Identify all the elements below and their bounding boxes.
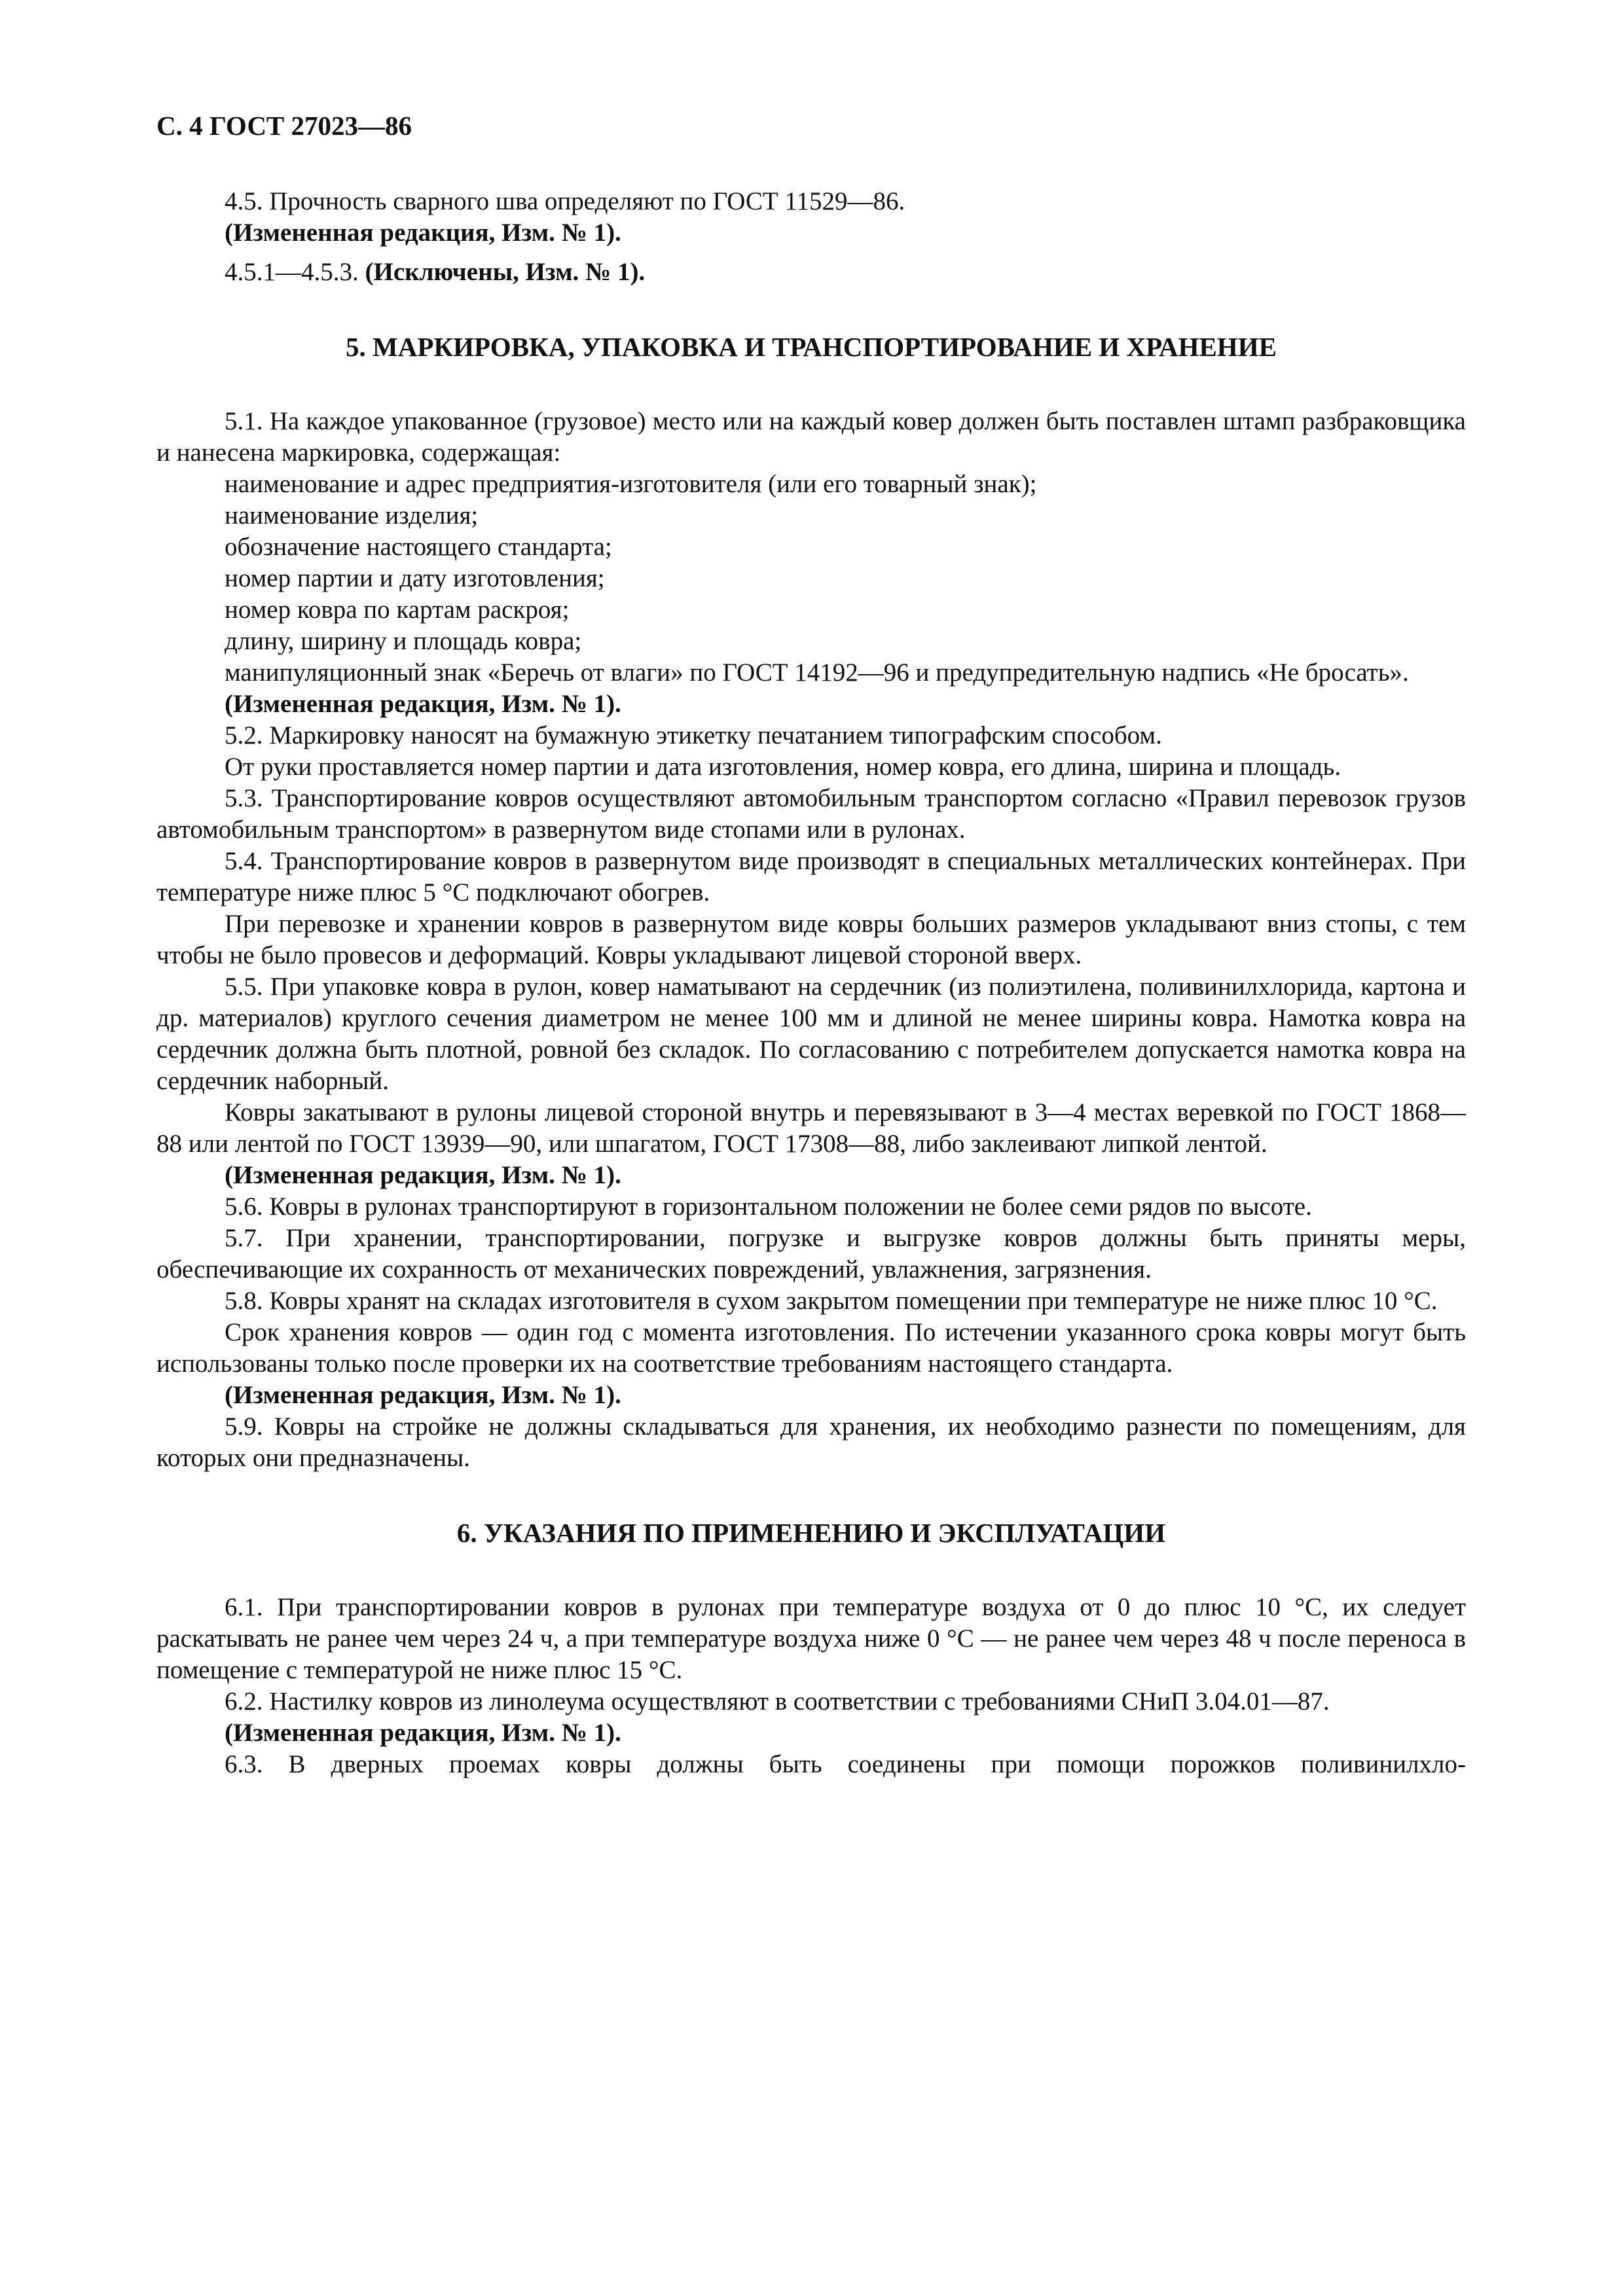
- clause-6-2: 6.2. Настилку ковров из линолеума осуществляют в соответствии с требованиями СНиП 3.04.01—87.: [225, 1687, 1330, 1715]
- amendment-note: (Измененная редакция, Изм. № 1).: [225, 219, 621, 247]
- section-6-title: 6. УКАЗАНИЯ ПО ПРИМЕНЕНИЮ И ЭКСПЛУАТАЦИИ: [456, 1518, 1166, 1548]
- amendment-note: (Измененная редакция, Изм. № 1).: [225, 1161, 621, 1189]
- running-header: С. 4 ГОСТ 27023—86: [156, 111, 412, 141]
- clause-5-2-text: От руки проставляется номер партии и дата изготовления, номер ковра, его длина, ширина и площадь.: [225, 753, 1341, 781]
- list-item: длину, ширину и площадь ковра;: [225, 627, 582, 655]
- clause-5-4-text: При перевозке и хранении ковров в развернутом виде ковры больших размеров укладывают вниз стопы, с тем чтобы не было провесов и деформаций. Ковры укладывают лицевой стороной вверх.: [156, 910, 1466, 969]
- list-item: наименование изделия;: [225, 501, 479, 529]
- list-item: обозначение настоящего стандарта;: [225, 533, 612, 561]
- section-5-title: 5. МАРКИРОВКА, УПАКОВКА И ТРАНСПОРТИРОВАНИЕ И ХРАНЕНИЕ: [346, 332, 1277, 362]
- clause-5-5-text: Ковры закатывают в рулоны лицевой стороной внутрь и перевязывают в 3—4 местах веревкой по ГОСТ 1868—88 или лентой по ГОСТ 13939—90, или шпагатом, ГОСТ 17308—88, либо заклеивают липкой лентой.: [156, 1098, 1466, 1158]
- clause-5-6: 5.6. Ковры в рулонах транспортируют в горизонтальном положении не более семи рядов по высоте.: [225, 1193, 1312, 1221]
- excluded-note: (Исключены, Изм. № 1).: [365, 258, 646, 286]
- clause-5-7: 5.7. При хранении, транспортировании, погрузке и выгрузке ковров должны быть приняты меры, обеспечивающие их сохранность от механических повреждений, увлажнения, загрязнения.: [156, 1224, 1466, 1283]
- clause-4-5: 4.5. Прочность сварного шва определяют по ГОСТ 11529—86.: [225, 187, 905, 215]
- clause-6-3: 6.3. В дверных проемах ковры должны быть соединены при помощи порожков поливинилхло-: [225, 1750, 1466, 1778]
- clause-5-8: 5.8. Ковры хранят на складах изготовителя в сухом закрытом помещении при температуре не ниже плюс 10 °С.: [225, 1287, 1438, 1315]
- list-item: наименование и адрес предприятия-изготовителя (или его товарный знак);: [225, 470, 1037, 498]
- amendment-note: (Измененная редакция, Изм. № 1).: [225, 690, 621, 718]
- clause-5-9: 5.9. Ковры на стройке не должны складываться для хранения, их необходимо разнести по помещениям, для которых они предназначены.: [156, 1412, 1466, 1472]
- amendment-note: (Измененная редакция, Изм. № 1).: [225, 1719, 621, 1747]
- clause-5-5: 5.5. При упаковке ковра в рулон, ковер наматывают на сердечник (из полиэтилена, поливинилхлорида, картона и др. материалов) круглого сечения диаметром не менее 100 мм и длиной не менее ширины ковра. Намотка ковра на сердечник должна быть плотной, ровной без складок. По согласованию с потребителем допускается намотка ковра на сердечник наборный.: [156, 973, 1466, 1095]
- clause-5-4: 5.4. Транспортирование ковров в развернутом виде производят в специальных металлических контейнерах. При температуре ниже плюс 5 °С подключают обогрев.: [156, 847, 1466, 906]
- clause-4-5-1-4-5-3: [156, 257, 1466, 288]
- list-item: номер партии и дату изготовления;: [225, 564, 605, 592]
- clause-number: 4.5.1—4.5.3.: [225, 258, 365, 286]
- clause-6-1: 6.1. При транспортировании ковров в рулонах при температуре воздуха от 0 до плюс 10 °С, их следует раскатывать не ранее чем через 24 ч, а при температуре воздуха ниже 0 °С — не ранее чем через 48 ч после переноса в помещение с температурой не ниже плюс 15 °С.: [156, 1593, 1466, 1684]
- list-item-handling-sign: манипуляционный знак «Беречь от влаги» по ГОСТ 14192—96 и предупредительную надпись «Не бросать».: [225, 658, 1409, 687]
- list-item: номер ковра по картам раскроя;: [225, 596, 570, 624]
- amendment-note: (Измененная редакция, Изм. № 1).: [225, 1381, 621, 1409]
- clause-5-1: 5.1. На каждое упакованное (грузовое) место или на каждый ковер должен быть поставлен штамп разбраковщика и нанесена маркировка, содержащая:: [156, 407, 1466, 467]
- clause-5-3: 5.3. Транспортирование ковров осуществляют автомобильным транспортом согласно «Правил перевозок грузов автомобильным транспортом» в развернутом виде стопами или в рулонах.: [156, 784, 1466, 844]
- clause-5-8-text: Срок хранения ковров — один год с момента изготовления. По истечении указанного срока ковры могут быть использованы только после проверки их на соответствие требованиям настоящего стандарта.: [156, 1318, 1466, 1378]
- document-body: [156, 186, 1466, 1780]
- clause-5-2: 5.2. Маркировку наносят на бумажную этикетку печатанием типографским способом.: [225, 721, 1162, 749]
